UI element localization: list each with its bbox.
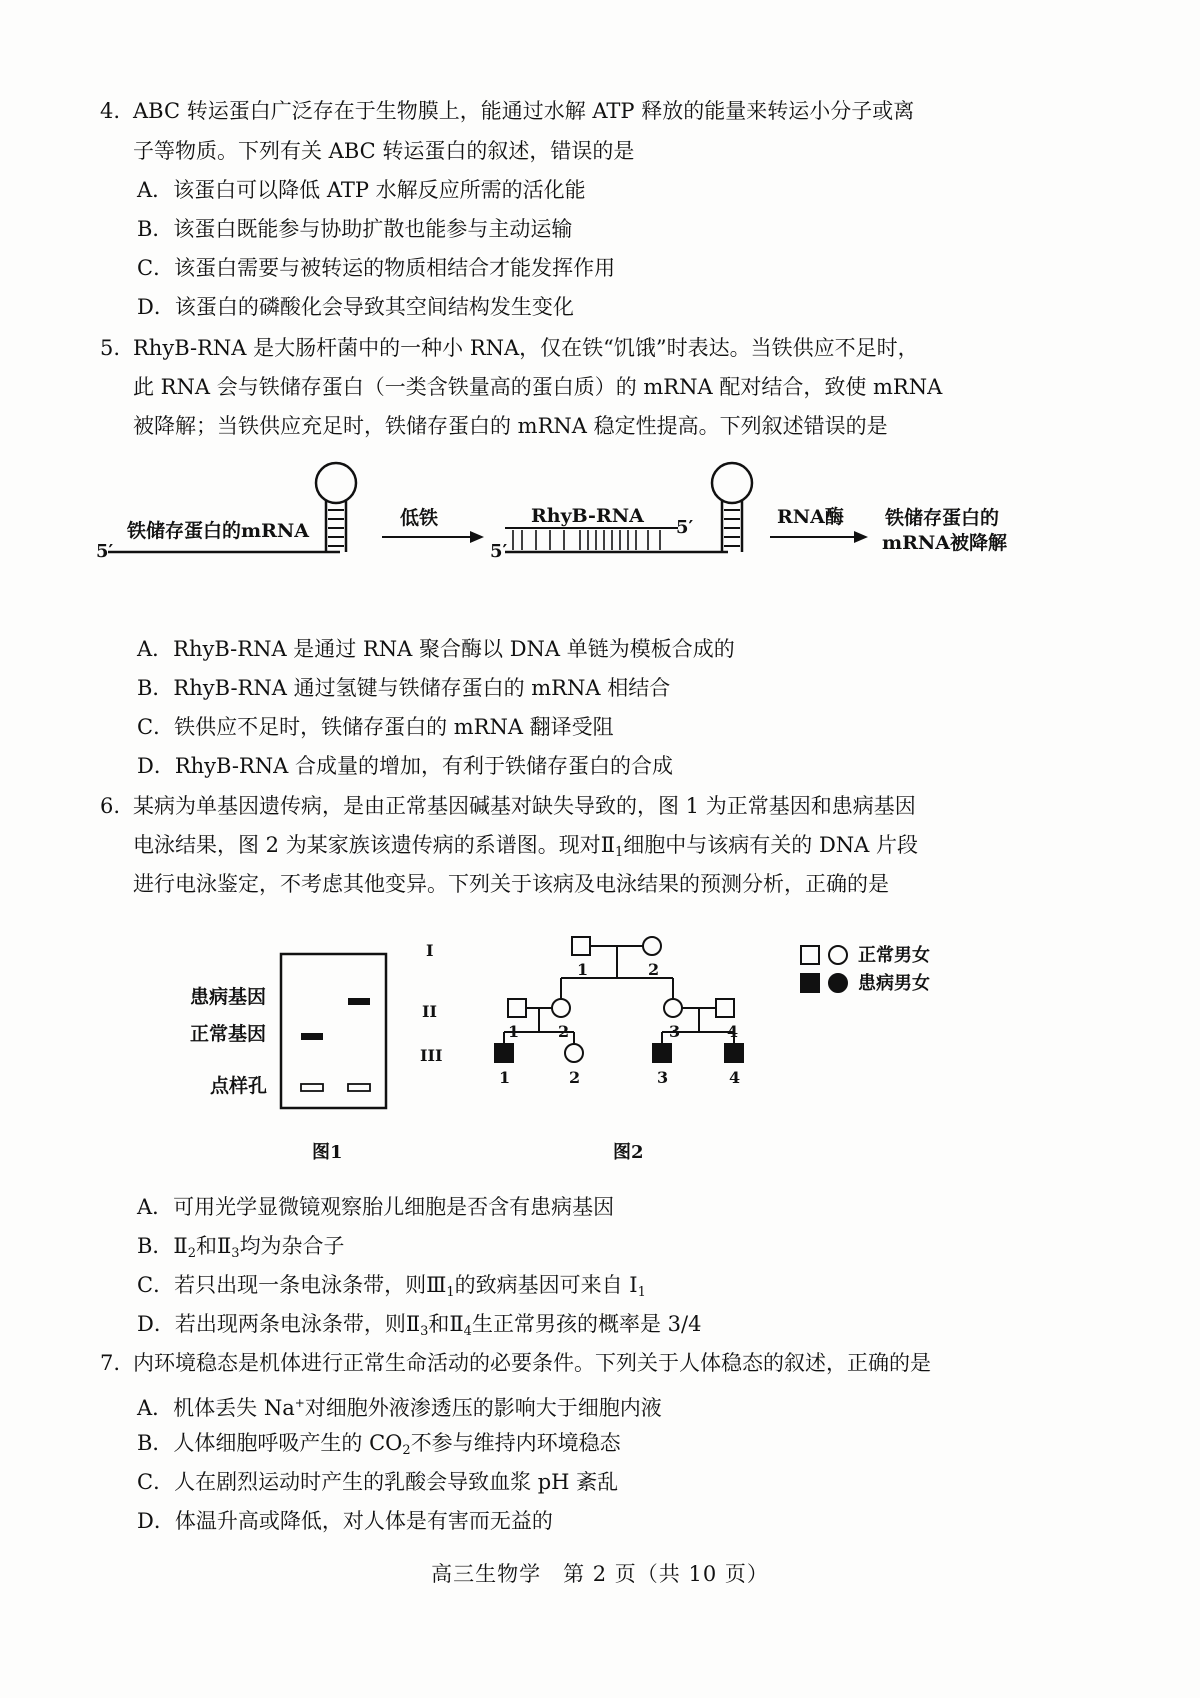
q6-option-b: B．$Ⅱ_2$和$Ⅱ_3$均为杂合子 (137, 1234, 345, 1261)
q7-option-c: C．人在剧烈运动时产生的乳酸会导致血浆 pH 紊乱 (137, 1470, 619, 1494)
III-2-num: 2 (569, 1068, 581, 1087)
q6-stem-line2: 电泳结果，图 2 为某家族该遗传病的系谱图。现对$Ⅱ_1$细胞中与该病有关的 DNA 片段 (133, 833, 918, 860)
arrow-low-iron (382, 531, 484, 543)
arrow-rnase (770, 531, 868, 543)
well-left (301, 1084, 323, 1091)
I-1-male-normal (572, 937, 590, 955)
legend-affected-label: 患病男女 (858, 973, 930, 994)
figure-1-caption: 图1 (312, 1142, 343, 1163)
band-disease (348, 998, 370, 1005)
band-normal (301, 1033, 323, 1040)
q6-stem-line1: 某病为单基因遗传病，是由正常基因碱基对缺失导致的，图 1 为正常基因和患病基因 (133, 794, 916, 818)
III-3-num: 3 (657, 1068, 669, 1087)
page-footer: 高三生物学 第 2 页（共 10 页） (431, 1562, 769, 1586)
I-2-num: 2 (648, 960, 660, 979)
result-line2: mRNA被降解 (882, 532, 1008, 554)
label-normal-gene: 正常基因 (190, 1023, 267, 1045)
q6-option-d: D．若出现两条电泳条带，则$Ⅱ_3$和$Ⅱ_4$生正常男孩的概率是 3/4 (137, 1312, 702, 1339)
q5-stem-line1: RhyB-RNA 是大肠杆菌中的一种小 RNA，仅在铁“饥饿”时表达。当铁供应不足时， (133, 336, 919, 360)
q6-option-a: A．可用光学显微镜观察胎儿细胞是否含有患病基因 (137, 1195, 615, 1219)
II-4-num: 4 (727, 1022, 739, 1041)
label-disease-gene: 患病基因 (190, 986, 267, 1008)
III-2-female-normal (565, 1044, 583, 1062)
II-4-male-normal (716, 999, 734, 1017)
III-4-num: 4 (729, 1068, 741, 1087)
q4-stem-line2: 子等物质。下列有关 ABC 转运蛋白的叙述，错误的是 (133, 139, 635, 163)
figure-2-caption: 图2 (613, 1142, 644, 1163)
q7-option-d: D．体温升高或降低，对人体是有害而无益的 (137, 1509, 553, 1533)
gel-graphics (280, 953, 400, 1113)
gen-label-2: II (422, 1002, 437, 1021)
q5-option-a: A．RhyB-RNA 是通过 RNA 聚合酶以 DNA 单链为模板合成的 (137, 637, 735, 661)
hairpin-right (712, 463, 752, 552)
q6-option-c: C．若只出现一条电泳条带，则$Ⅲ_1$的致病基因可来自 $Ⅰ_1$ (137, 1273, 646, 1300)
II-1-num: 1 (508, 1022, 520, 1041)
well-right (348, 1084, 370, 1091)
q4-stem-line1: ABC 转运蛋白广泛存在于生物膜上，能通过水解 ATP 释放的能量来转运小分子或离 (133, 99, 915, 123)
I-2-female-normal (643, 937, 661, 955)
q4-option-a: A．该蛋白可以降低 ATP 水解反应所需的活化能 (137, 178, 586, 202)
legend-symbols (800, 945, 860, 1005)
q4-number: 4. (100, 99, 121, 123)
gen-label-3: III (420, 1046, 443, 1065)
q4-option-b: B．该蛋白既能参与协助扩散也能参与主动运输 (137, 217, 573, 241)
rhyb-label: RhyB-RNA (531, 505, 644, 527)
hairpin-left (316, 463, 356, 552)
q5-number: 5. (100, 336, 121, 360)
q5-option-b: B．RhyB-RNA 通过氢键与铁储存蛋白的 mRNA 相结合 (137, 676, 671, 700)
mrna-label: 铁储存蛋白的mRNA (127, 520, 310, 542)
II-3-female-normal (664, 999, 682, 1017)
five-prime-mid-left: 5′ (490, 541, 508, 562)
legend-normal-male-icon (801, 946, 819, 964)
q4-option-c: C．该蛋白需要与被转运的物质相结合才能发挥作用 (137, 256, 616, 280)
q6-stem-line3: 进行电泳鉴定，不考虑其他变异。下列关于该病及电泳结果的预测分析，正确的是 (133, 872, 889, 896)
legend-affected-male-icon (801, 974, 819, 992)
q4-option-d: D．该蛋白的磷酸化会导致其空间结构发生变化 (137, 295, 574, 319)
q7-option-a: A．机体丢失 Na+对细胞外液渗透压的影响大于细胞内液 (137, 1396, 662, 1420)
q7-number: 7. (100, 1351, 121, 1375)
five-prime-left: 5′ (96, 541, 114, 562)
III-4-male-affected (725, 1044, 743, 1062)
II-2-female-normal (552, 999, 570, 1017)
II-2-num: 2 (558, 1022, 570, 1041)
I-1-num: 1 (577, 960, 589, 979)
label-wells: 点样孔 (210, 1075, 268, 1097)
q5-option-c: C．铁供应不足时，铁储存蛋白的 mRNA 翻译受阻 (137, 715, 614, 739)
rnase-label: RNA酶 (777, 506, 844, 528)
legend-affected-female-icon (829, 974, 847, 992)
III-1-male-affected (495, 1044, 513, 1062)
q7-stem: 内环境稳态是机体进行正常生命活动的必要条件。下列关于人体稳态的叙述，正确的是 (133, 1351, 931, 1375)
low-iron-label: 低铁 (400, 507, 439, 529)
gen-label-1: I (426, 941, 434, 960)
II-1-male-normal (508, 999, 526, 1017)
q5-stem-line3: 被降解；当铁供应充足时，铁储存蛋白的 mRNA 稳定性提高。下列叙述错误的是 (133, 414, 888, 438)
rhyb-mrna-duplex (505, 528, 728, 552)
III-1-num: 1 (499, 1068, 511, 1087)
legend-normal-label: 正常男女 (858, 945, 930, 966)
III-3-male-affected (653, 1044, 671, 1062)
q5-option-d: D．RhyB-RNA 合成量的增加，有利于铁储存蛋白的合成 (137, 754, 673, 778)
q7-option-b: B．人体细胞呼吸产生的 $CO_2$不参与维持内环境稳态 (137, 1431, 621, 1458)
q5-stem-line2: 此 RNA 会与铁储存蛋白（一类含铁量高的蛋白质）的 mRNA 配对结合，致使 mRNA (133, 375, 943, 399)
q6-number: 6. (100, 794, 121, 818)
II-3-num: 3 (669, 1022, 681, 1041)
legend-normal-female-icon (829, 946, 847, 964)
five-prime-mid-right: 5′ (676, 517, 694, 538)
result-line1: 铁储存蛋白的 (885, 507, 1000, 529)
